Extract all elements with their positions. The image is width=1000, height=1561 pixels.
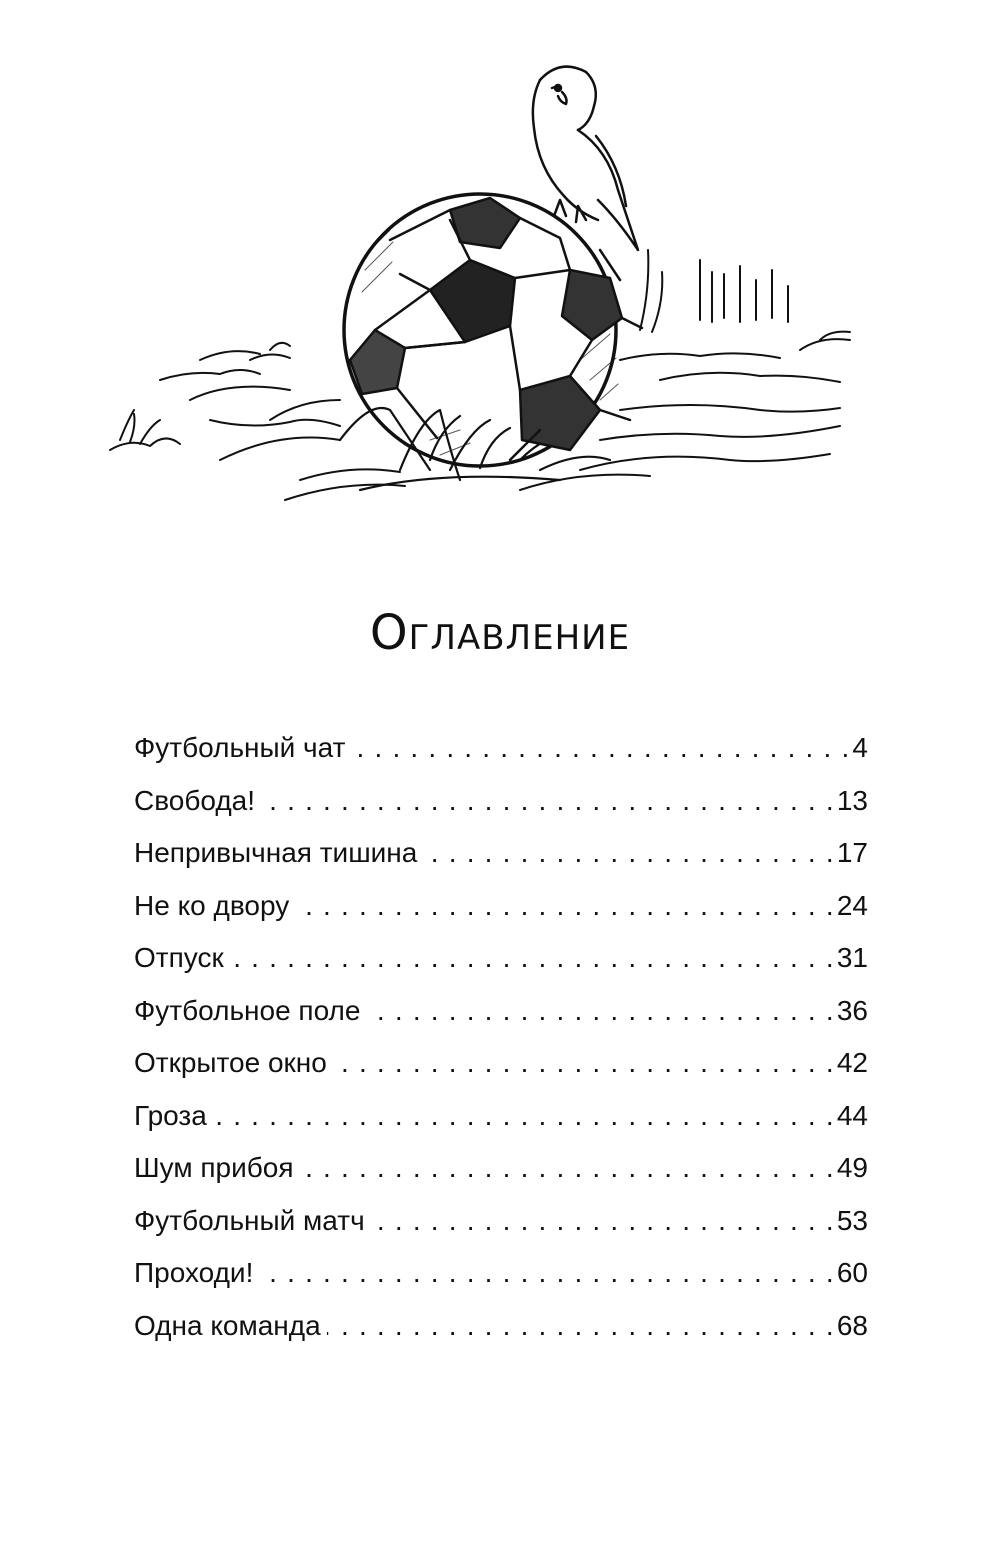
toc-entry-page-number: 36 [836,994,868,1026]
toc-entry[interactable] [134,932,868,985]
toc-entry-page-number: 53 [836,1204,868,1236]
toc-entry[interactable] [134,1037,868,1090]
toc-entry[interactable] [134,827,868,880]
football-bird-illustration [100,60,880,520]
toc-entry-title: Свобода! [134,784,256,816]
toc-entry-page-number: 24 [836,889,868,921]
toc-entry-title: Не ко двору [134,889,290,921]
toc-dot-leader [295,891,835,921]
toc-entry-title: Шум прибоя [134,1152,294,1183]
page-title: Оглавление [369,605,631,661]
toc-entry-page-number: 4 [852,732,868,763]
toc-dot-leader [259,1258,834,1288]
toc-dot-leader [213,1101,835,1131]
toc-dot-leader [230,943,835,973]
bird [533,67,638,280]
toc-entry[interactable] [134,1195,868,1248]
toc-entry[interactable] [134,775,868,828]
toc-dot-leader [327,1311,835,1341]
toc-entry-page-number: 60 [836,1257,868,1288]
toc-entry-page-number: 68 [836,1309,868,1341]
toc-dot-leader [351,733,850,763]
toc-entry-title: Одна команда [134,1309,321,1341]
toc-dot-leader [261,786,835,816]
toc-entry[interactable] [134,985,868,1038]
toc-entry-page-number: 44 [836,1099,868,1131]
toc-entry-title: Проходи! [134,1257,254,1288]
toc-entry[interactable] [134,1090,868,1143]
toc-entry-page-number: 49 [836,1152,868,1183]
toc-entry[interactable] [134,722,868,775]
toc-entry-title: Футбольное поле [134,994,361,1026]
toc-dot-leader [423,838,835,868]
toc-entry-title: Футбольный матч [134,1204,365,1236]
toc-entry-title: Футбольный чат [134,732,346,763]
toc-entry[interactable] [134,1247,868,1300]
toc-dot-leader [371,1206,835,1236]
toc-entry-page-number: 17 [836,837,868,868]
table-of-contents [134,722,868,1352]
toc-entry[interactable] [134,1300,868,1353]
toc-entry[interactable] [134,1142,868,1195]
toc-dot-leader [333,1048,835,1078]
toc-entry-page-number: 13 [836,784,868,816]
toc-entry-title: Непривычная тишина [134,837,418,868]
toc-dot-leader [366,996,834,1026]
toc-entry-title: Открытое окно [134,1047,327,1078]
toc-dot-leader [300,1153,835,1183]
toc-entry-page-number: 42 [836,1047,868,1078]
toc-entry-page-number: 31 [836,942,868,973]
toc-entry-title: Отпуск [134,942,224,973]
toc-entry[interactable] [134,880,868,933]
toc-entry-title: Гроза [134,1099,207,1131]
